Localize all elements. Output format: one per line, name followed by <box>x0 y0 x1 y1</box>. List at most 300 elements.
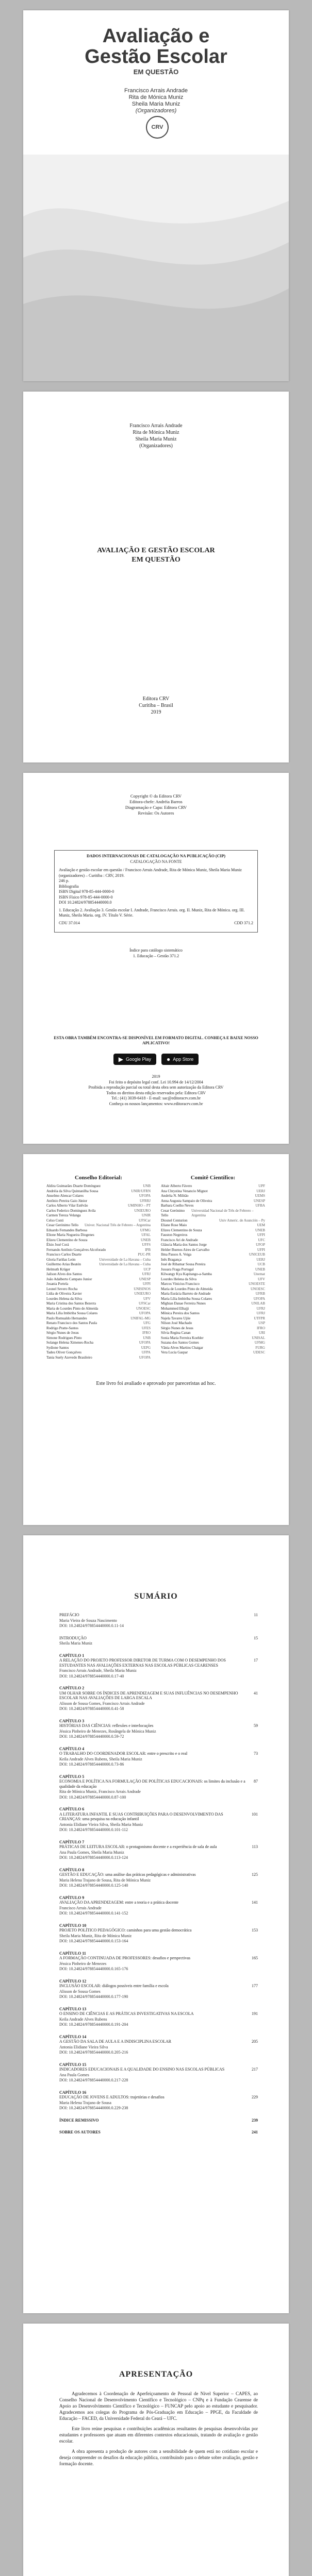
google-play-label: Google Play <box>125 1057 151 1062</box>
summary-entry[interactable] <box>59 2062 258 2083</box>
chapter-number: CAPÍTULO 10 <box>59 1923 87 1928</box>
member-name: Anna Augusta Sampaio de Oliveira <box>161 1198 212 1203</box>
member-institution: UNEB <box>140 1238 151 1242</box>
summary-page <box>23 1535 289 2313</box>
chapter-doi[interactable]: DOI: 10.24824/978854440000.0.113-124 <box>59 1855 128 1860</box>
council-member <box>161 1321 265 1326</box>
member-name: Elizeu Clementino de Souza <box>46 1238 88 1242</box>
chapter-authors: Sheila Maria Muniz, Rita de Mónica Muniz <box>59 1933 132 1938</box>
member-name: Aldira Guimarães Duarte Domínguez <box>46 1184 101 1188</box>
chapter-number: CAPÍTULO 1 <box>59 1653 85 1658</box>
member-name: Mônica Pereira dos Santos <box>161 1311 200 1315</box>
summary-entry[interactable] <box>59 2035 258 2055</box>
cover-author: Sheila Maria Muniz <box>132 101 180 107</box>
cip-line: 246 p. <box>59 878 69 883</box>
chapter-page: 15 <box>254 1635 258 1640</box>
chapter-title: HISTÓRIAS DAS CIÊNCIAS: reflexões e interlocuções <box>59 1723 154 1728</box>
council-member <box>46 1262 151 1267</box>
member-institution: UNOESTE <box>249 1282 265 1286</box>
member-name: Carlos Alberto Vilar Estêvão <box>46 1204 88 1208</box>
council-member <box>46 1243 151 1248</box>
publisher-contact <box>23 1074 289 1107</box>
chapter-authors: Jéssica Pinheiro de Menezes, Rosângela de Mónica Muniz <box>59 1728 156 1734</box>
cover-author: Francisco Arrais Andrade <box>124 88 188 94</box>
chapter-number: CAPÍTULO 8 <box>59 1867 85 1872</box>
council-member <box>46 1326 151 1331</box>
chapter-authors: Ana Paula Gomes <box>59 2072 89 2077</box>
cip-line: ISBN Físico 978-85-444-0000-0 <box>59 894 113 900</box>
back-matter-page: 239 <box>252 2117 258 2123</box>
member-name: Gloria Fariñas León <box>46 1257 76 1262</box>
chapter-number: CAPÍTULO 9 <box>59 1895 85 1900</box>
presentation-paragraph: A obra apresenta a produção de autores com a sensibilidade de quem está no cotidiano escolar e deseja compreender os desafios da educação pública, contribuindo para o debate sobre avaliação, gestão e formação docente. <box>59 2449 258 2466</box>
member-institution: UNIR <box>141 1213 151 1217</box>
member-institution: UNOESC <box>250 1286 265 1291</box>
member-institution: FURG <box>255 1345 265 1350</box>
summary-entry[interactable] <box>59 2090 258 2111</box>
chapter-doi[interactable]: DOI: 10.24824/978854440000.0.229-238 <box>59 2106 128 2110</box>
chapter-doi[interactable]: DOI: 10.24824/978854440000.0.205-216 <box>59 2050 128 2055</box>
member-institution: Universidad Nacional de Três de Febrero – Argentina <box>191 1208 254 1217</box>
cover-title <box>23 26 289 67</box>
member-institution: UNOESC <box>136 1306 151 1311</box>
summary-entry[interactable] <box>59 1895 258 1916</box>
member-name: Altair Alberto Fávero <box>161 1184 192 1188</box>
member-institution: UFRJ <box>256 1311 265 1315</box>
contact-line[interactable]: Conheça os nossos lançamentos: www.editoracrv.com.br <box>109 1101 203 1106</box>
member-institution: UFRRJ <box>139 1198 151 1203</box>
app-store-badge[interactable] <box>161 1054 199 1065</box>
council-member <box>161 1199 265 1204</box>
council-member <box>46 1282 151 1287</box>
member-institution: USP <box>258 1321 265 1325</box>
chapter-page: 73 <box>254 1751 258 1756</box>
member-institution: PUC-PR <box>138 1252 151 1257</box>
member-name: Helder Buenos Aires de Carvalho <box>161 1247 210 1252</box>
app-store-badges <box>23 1054 289 1065</box>
member-institution: IPB <box>145 1247 151 1252</box>
cover-title-line1: Avaliação e <box>102 25 210 47</box>
chapter-number: CAPÍTULO 6 <box>59 1807 85 1811</box>
chapter-number: CAPÍTULO 7 <box>59 1839 85 1844</box>
council-member <box>161 1267 265 1273</box>
member-institution: Universidade de La Havana – Cuba <box>99 1262 151 1266</box>
scientific-committee-title: Comitê Científico: <box>190 1175 236 1181</box>
presentation-paragraph: Este livro reúne pesquisas e contribuições acadêmicas resultantes de pesquisas desenvolvidas por estudantes e professores que atuam em diferentes contextos educacionais, tratando de avaliação e gestão escolar. <box>59 2426 258 2444</box>
member-name: Vânia Alves Martins Chaigar <box>161 1345 203 1350</box>
member-institution: UFMG <box>140 1228 151 1232</box>
chapter-authors: Keila Andrade Alves Rubens, Sheila Maria Muniz <box>59 1756 142 1761</box>
summary-entry[interactable] <box>59 1807 258 1833</box>
summary-entry[interactable] <box>59 1613 258 1629</box>
member-name: Sérgio Nunes de Jesus <box>161 1326 193 1330</box>
contact-line: 2019 <box>152 1074 160 1079</box>
cip-line: 1. Educação 2. Avaliação 3. Gestão escolar I. Andrade, Francisco Arrais. org. II. Muniz, Rita de Mónica. org. III. Muniz, Sheila Maria. org. IV. Título V. Série. <box>59 907 245 918</box>
council-member <box>46 1267 151 1273</box>
member-name: Lourdes Helena da Silva <box>161 1277 197 1281</box>
member-institution: UFOPA <box>139 1341 151 1345</box>
council-member <box>161 1204 265 1209</box>
council-member <box>46 1258 151 1263</box>
chapter-number: CAPÍTULO 13 <box>59 2006 87 2011</box>
council-member <box>46 1346 151 1351</box>
member-name: Ilma Passos A. Veiga <box>161 1252 191 1257</box>
council-columns <box>46 1175 266 1360</box>
chapter-title: UM OLHAR SOBRE OS ÍNDICES DE APRENDIZAGEM E SUAS INFLUÊNCIAS NO DESEMPENHO ESCOLAR NAS AVALIAÇÕES DE LARGA ESCALA <box>59 1690 238 1700</box>
presentation-title: APRESENTAÇÃO <box>119 2370 193 2379</box>
member-institution: UNB <box>143 1335 151 1340</box>
member-institution: UFOPA <box>139 1355 151 1360</box>
council-member <box>46 1301 151 1307</box>
chapter-doi[interactable]: DOI: 10.24824/978854440000.0.141-152 <box>59 1911 128 1916</box>
member-name: Eliane Rose Maio <box>161 1223 187 1227</box>
member-name: Guillermo Arias Beatón <box>46 1262 81 1266</box>
council-member <box>46 1218 151 1224</box>
app-store-label: App Store <box>173 1057 194 1062</box>
chapter-page: 191 <box>252 2011 258 2016</box>
summary-entry[interactable] <box>59 1774 258 1800</box>
member-name: Renato Francisco dos Santos Paula <box>46 1321 97 1325</box>
member-institution: UFOPA <box>139 1311 151 1315</box>
member-institution: UCB <box>257 1262 265 1266</box>
chapter-doi[interactable]: DOI: 10.24824/978854440000.0.165-176 <box>59 1967 128 1971</box>
member-institution: UFPI <box>257 1233 265 1237</box>
publication-year: 2019 <box>151 709 161 715</box>
cip-line: DADOS INTERNACIONAIS DE CATALOGAÇÃO NA PUBLICAÇÃO (CIP) <box>86 854 226 858</box>
member-institution: UFRB <box>255 1292 265 1296</box>
chapter-number: CAPÍTULO 16 <box>59 2090 87 2095</box>
council-member <box>46 1233 151 1238</box>
chapter-authors: Ana Paula Gomes, Sheila Maria Muniz <box>59 1850 124 1855</box>
chapter-page: 153 <box>252 1928 258 1933</box>
member-name: Tania Suely Azevedo Brasileiro <box>46 1355 92 1360</box>
member-institution: UFPI <box>257 1247 265 1252</box>
member-institution: UNEB <box>255 1267 265 1272</box>
chapter-title: ECONOMIA E POLÍTICA NA FORMULAÇÃO DE POLÍTICAS EDUCACIONAIS: os limites da inclusão e a qualidade da educação <box>59 1779 245 1789</box>
editorial-board-column <box>46 1175 151 1360</box>
summary-entry[interactable] <box>59 1840 258 1860</box>
chapter-heading <box>59 1900 258 1905</box>
member-institution: UNIFAL-MG <box>130 1316 151 1320</box>
council-member <box>46 1248 151 1253</box>
member-name: Kilwangy Kya Kapitango-a-Samba <box>161 1272 212 1276</box>
member-name: Carmen Tereza Velanga <box>46 1213 81 1217</box>
chapter-doi[interactable]: DOI: 10.24824/978854440000.0.17-40 <box>59 1673 124 1679</box>
chapter-number: CAPÍTULO 2 <box>59 1686 85 1690</box>
member-name: Nilson José Machado <box>161 1321 192 1325</box>
apple-icon: ● <box>166 1056 171 1063</box>
council-member <box>46 1355 151 1361</box>
chapter-heading <box>59 1723 258 1728</box>
council-member <box>46 1223 151 1228</box>
scientific-committee-column <box>161 1175 265 1360</box>
member-name: Carlos Federico Dominguez Avila <box>46 1208 96 1213</box>
chapter-title: PREFÁCIO <box>59 1613 79 1617</box>
member-institution: UEM <box>257 1223 265 1227</box>
author-name: Rita de Mónica Muniz <box>133 430 179 435</box>
council-member <box>161 1301 265 1307</box>
chapter-doi[interactable]: DOI: 10.24824/978854440000.0.101-112 <box>59 1827 128 1832</box>
chapter-doi[interactable]: DOI: 10.24824/978854440000.0.125-140 <box>59 1883 128 1888</box>
council-member <box>161 1341 265 1346</box>
council-member <box>46 1297 151 1302</box>
chapter-doi[interactable]: DOI: 10.24824/978854440000.0.177-190 <box>59 1994 128 1999</box>
chapter-authors: Alisson de Sousa Gomes <box>59 1989 101 1994</box>
cover-subtitle: EM QUESTÃO <box>133 68 179 76</box>
presentation-body <box>59 2391 258 2471</box>
council-member <box>161 1350 265 1355</box>
chapter-authors: Antonia Elidiane Vieira Silva <box>59 2044 108 2049</box>
member-institution: UERJ <box>256 1257 265 1262</box>
chapter-number: CAPÍTULO 12 <box>59 1978 87 1984</box>
member-institution: URI <box>258 1331 265 1335</box>
council-member <box>161 1223 265 1228</box>
chapter-title: INCLUSÃO ESCOLAR: diálogos possíveis entre família e escola <box>59 1984 169 1988</box>
member-name: Elione Maria Nogueira Diogenes <box>46 1233 94 1237</box>
member-name: Fauston Negreiros <box>161 1233 188 1237</box>
member-name: Maria Lília Imbiriba Sousa Colares <box>46 1311 98 1315</box>
play-icon: ▶ <box>118 1056 123 1063</box>
member-institution: Univ Americ. de Asunción – Py <box>219 1218 265 1223</box>
chapter-heading <box>59 1691 258 1701</box>
chapter-page: 41 <box>254 1690 258 1696</box>
member-institution: UNESP <box>139 1277 151 1281</box>
member-institution: UNEB <box>255 1228 265 1232</box>
title-line2: EM QUESTÃO <box>132 556 180 564</box>
member-name: Suzana dos Santos Gomes <box>161 1341 199 1345</box>
council-member <box>161 1228 265 1233</box>
chapter-title: INTRODUÇÃO <box>59 1635 87 1640</box>
member-name: Inês Bragança <box>161 1257 182 1262</box>
member-name: Cesar Gerónimo Tello <box>161 1208 185 1217</box>
council-member <box>161 1184 265 1189</box>
presentation-paragraph: Agradecemos à Coordenação de Aperfeiçoamento de Pessoal de Nível Superior – CAPES, ao Conselho Nacional de Desenvolvimento Científico e Tecnológico – CNPq e à Fundação Cearense de Apoio ao Desenvolvimento Científico e Tecnológico – FUNCAP pelo apoio ao estudante e pesquisador. Agradecemos aos colegas do Programa de Pós-Graduação em Educação – PPGE, da Faculdade de Educação – FACED, da Universidade Federal do Ceará – UFC. <box>59 2391 258 2421</box>
summary-entry[interactable] <box>59 1868 258 1888</box>
member-name: Sonia Maria Ferreira Koehler <box>161 1335 204 1340</box>
chapter-authors: Francisco Arrais Andrade, Sheila Maria Muniz <box>59 1668 137 1673</box>
chapter-heading <box>59 1984 258 1989</box>
index-entry: 1. Educação – Gestão 371.2 <box>133 953 179 958</box>
member-institution: UEMS <box>255 1194 265 1198</box>
chapter-page: 217 <box>252 2067 258 2072</box>
council-member <box>161 1189 265 1194</box>
member-institution: UFFS <box>142 1243 151 1247</box>
summary-entry[interactable] <box>59 1719 258 1739</box>
member-name: Solange Helena Ximenes-Rocha <box>46 1341 93 1345</box>
member-name: Simone Rodrigues Pinto <box>46 1335 82 1340</box>
chapter-page: 141 <box>252 1900 258 1905</box>
cdu-code: CDU 37.014 <box>59 920 80 925</box>
title-page-title <box>23 546 289 565</box>
council-member <box>46 1287 151 1292</box>
council-member <box>161 1287 265 1292</box>
chapter-doi[interactable]: DOI: 10.24824/978854440000.0.73-86 <box>59 1762 124 1767</box>
chapter-heading <box>59 1613 258 1618</box>
member-institution: Unemat <box>253 1272 265 1276</box>
member-name: Míghian Danae Ferreira Nunes <box>161 1301 206 1306</box>
chapter-heading <box>59 2039 258 2044</box>
chapter-authors: Maria Helena Trajano de Sousa, Rita de Mónica Muniz <box>59 1877 151 1883</box>
member-name: Gláucia Maria dos Santos Jorge <box>161 1243 207 1247</box>
council-member <box>161 1292 265 1297</box>
summary-entry[interactable] <box>59 1653 258 1679</box>
council-member <box>46 1292 151 1297</box>
council-member <box>161 1243 265 1248</box>
member-name: Celso Conti <box>46 1218 64 1223</box>
chapter-doi[interactable]: DOI: 10.24824/978854440000.0.153-164 <box>59 1939 128 1943</box>
member-name: Jailson Alves dos Santos <box>46 1272 83 1276</box>
member-institution: UMINHO – PT <box>128 1204 151 1208</box>
member-institution: UFRJ <box>256 1306 265 1311</box>
member-name: Leonel Severo Rocha <box>46 1286 78 1291</box>
editorial-board-list <box>46 1184 151 1360</box>
contact-line: Foi feito o depósito legal conf. Lei 10.994 de 14/12/2004 <box>109 1079 203 1084</box>
council-member <box>46 1307 151 1312</box>
google-play-badge[interactable] <box>113 1054 156 1065</box>
chapter-number: CAPÍTULO 15 <box>59 2062 87 2067</box>
chapter-authors: Antonia Elidiane Vieira Silva, Sheila Maria Muniz <box>59 1822 143 1827</box>
council-member <box>161 1307 265 1312</box>
chapter-doi[interactable]: DOI: 10.24824/978854440000.0.11-14 <box>59 1623 124 1628</box>
summary-entry[interactable] <box>59 1923 258 1944</box>
summary-back-matter[interactable] <box>59 2118 258 2123</box>
summary-entry[interactable] <box>59 1951 258 1972</box>
member-name: Elizeu Clementino de Souza <box>161 1228 202 1232</box>
chapter-authors: Keila Andrade Alves Rubens <box>59 2016 107 2022</box>
summary-entry[interactable] <box>59 2007 258 2027</box>
member-institution: UFBA <box>255 1204 265 1208</box>
copyright-line: Revisão: Os Autores <box>138 810 174 816</box>
member-institution: Univer. Nacional Três de Febrero – Argentina <box>85 1223 151 1227</box>
chapter-heading <box>59 1779 258 1789</box>
council-member <box>46 1184 151 1189</box>
council-member <box>161 1258 265 1263</box>
chapter-doi[interactable]: DOI: 10.24824/978854440000.0.217-228 <box>59 2078 128 2082</box>
chapter-heading <box>59 1844 258 1850</box>
council-member <box>161 1248 265 1253</box>
member-institution: UNIR/UFRN <box>131 1189 151 1193</box>
member-name: Lídia de Oliveira Xavier <box>46 1292 82 1296</box>
back-matter-title: SOBRE OS AUTORES <box>59 2130 101 2134</box>
member-institution: UFMG <box>254 1341 265 1345</box>
member-name: Diosnel Centurion <box>161 1218 188 1223</box>
council-member <box>46 1252 151 1258</box>
member-name: Maria de Lourdes Pinto de Almeida <box>161 1286 213 1291</box>
cover-authors <box>23 88 289 114</box>
title-page-publisher <box>23 696 289 716</box>
council-member <box>46 1272 151 1277</box>
member-institution: UFPI <box>142 1282 151 1286</box>
member-institution: UFES <box>141 1326 151 1330</box>
chapter-doi[interactable]: DOI: 10.24824/978854440000.0.59-72 <box>59 1734 124 1739</box>
summary-back-matter[interactable] <box>59 2130 258 2135</box>
chapter-doi[interactable]: DOI: 10.24824/978854440000.0.87-100 <box>59 1794 126 1800</box>
cdd-code: CDD 371.2 <box>234 920 253 925</box>
chapter-page: 205 <box>252 2039 258 2044</box>
chapter-doi[interactable]: DOI: 10.24824/978854440000.0.191-204 <box>59 2022 128 2027</box>
chapter-number: CAPÍTULO 5 <box>59 1774 85 1779</box>
council-member <box>46 1277 151 1282</box>
member-name: Maria Lília Imbiriba Sousa Colares <box>161 1296 212 1301</box>
council-member <box>46 1228 151 1233</box>
chapter-page: 101 <box>252 1811 258 1817</box>
member-name: Ana Chrystina Venancio Mignot <box>161 1189 208 1193</box>
member-name: Sérgio Nunes de Jesus <box>46 1331 79 1335</box>
chapter-page: 87 <box>254 1779 258 1784</box>
member-institution: UDESC <box>253 1350 265 1354</box>
member-institution: UFAL <box>141 1233 151 1237</box>
council-member <box>161 1218 265 1224</box>
chapter-heading <box>59 2095 258 2100</box>
member-name: Antônio Pereira Gaio Júnior <box>46 1198 88 1203</box>
contact-line: Todos os direitos desta edição reservados pela: Editora CRV <box>106 1090 206 1095</box>
publisher-name: Editora CRV <box>142 696 170 702</box>
council-member <box>161 1336 265 1341</box>
member-name: Eduardo Fernandes Barbosa <box>46 1228 87 1232</box>
council-member <box>46 1189 151 1194</box>
member-name: Andréia da Silva Quintanilha Sousa <box>46 1189 98 1193</box>
chapter-title: O ENSINO DE CIÊNCIAS E AS PRÁTICAS INVESTIGATIVAS NA ESCOLA <box>59 2011 194 2016</box>
cover-author: Rita de Mónica Muniz <box>128 94 184 100</box>
member-institution: UEPG <box>141 1345 151 1350</box>
chapter-heading <box>59 2067 258 2072</box>
member-name: Jussara Fraga Portugal <box>161 1267 194 1272</box>
summary-entry[interactable] <box>59 1979 258 1999</box>
editorial-council-page <box>23 1154 289 1525</box>
cip-line: DOI 10.24824/978854440000.0 <box>59 900 112 905</box>
peer-review-note: Este livro foi avaliado e aprovado por pareceristas ad hoc. <box>96 1381 216 1386</box>
member-name: Najela Tavares Ujiie <box>161 1316 191 1320</box>
council-member <box>161 1282 265 1287</box>
council-member <box>161 1297 265 1302</box>
member-name: Maria Eurácia Barreto de Andrade <box>161 1292 211 1296</box>
title-line1: AVALIAÇÃO E GESTÃO ESCOLAR <box>97 547 215 554</box>
chapter-doi[interactable]: DOI: 10.24824/978854440000.0.41-58 <box>59 1706 124 1711</box>
chapter-number: CAPÍTULO 14 <box>59 2034 87 2039</box>
chapter-heading <box>59 1658 258 1668</box>
chapter-title: A FORMAÇÃO CONTINUADA DE PROFESSORES: desafios e perspectivas <box>59 1956 191 1960</box>
chapter-page: 113 <box>252 1844 258 1849</box>
chapter-heading <box>59 1928 258 1933</box>
council-member <box>161 1233 265 1238</box>
member-name: Tadeu Oliver Gonçalves <box>46 1350 81 1354</box>
member-institution: UCP <box>143 1267 151 1272</box>
chapter-authors: Rita de Mónica Muniz, Francisco Arrais Andrade <box>59 1789 141 1794</box>
chapter-title: AVALIAÇÃO DA APRENDIZAGEM: entre a teoria e a prática docente <box>59 1900 178 1905</box>
summary-title: SUMÁRIO <box>134 1592 178 1601</box>
chapter-page: 17 <box>254 1658 258 1663</box>
member-institution: UNIEURO <box>134 1292 151 1296</box>
index-title: Índice para catálogo sistemático <box>129 948 183 953</box>
member-institution: UFC <box>258 1238 265 1242</box>
member-name: Andréia N. Militão <box>161 1194 189 1198</box>
member-institution: UFOP <box>256 1243 265 1247</box>
chapter-page: 177 <box>252 1984 258 1988</box>
member-name: Fernando Antônio Gonçalves Alcoforado <box>46 1247 106 1252</box>
council-member <box>161 1272 265 1277</box>
council-member <box>46 1209 151 1214</box>
member-institution: UPF <box>258 1184 265 1188</box>
cip-line: Bibliografia <box>59 884 79 889</box>
member-institution: UTFPR <box>254 1316 265 1320</box>
member-name: Helmuth Krüger <box>46 1267 71 1272</box>
council-member <box>46 1341 151 1346</box>
council-member <box>46 1199 151 1204</box>
summary-entry[interactable] <box>59 1686 258 1711</box>
summary-entry[interactable] <box>59 1636 258 1646</box>
catalog-index <box>23 948 289 959</box>
summary-entry[interactable] <box>59 1747 258 1767</box>
